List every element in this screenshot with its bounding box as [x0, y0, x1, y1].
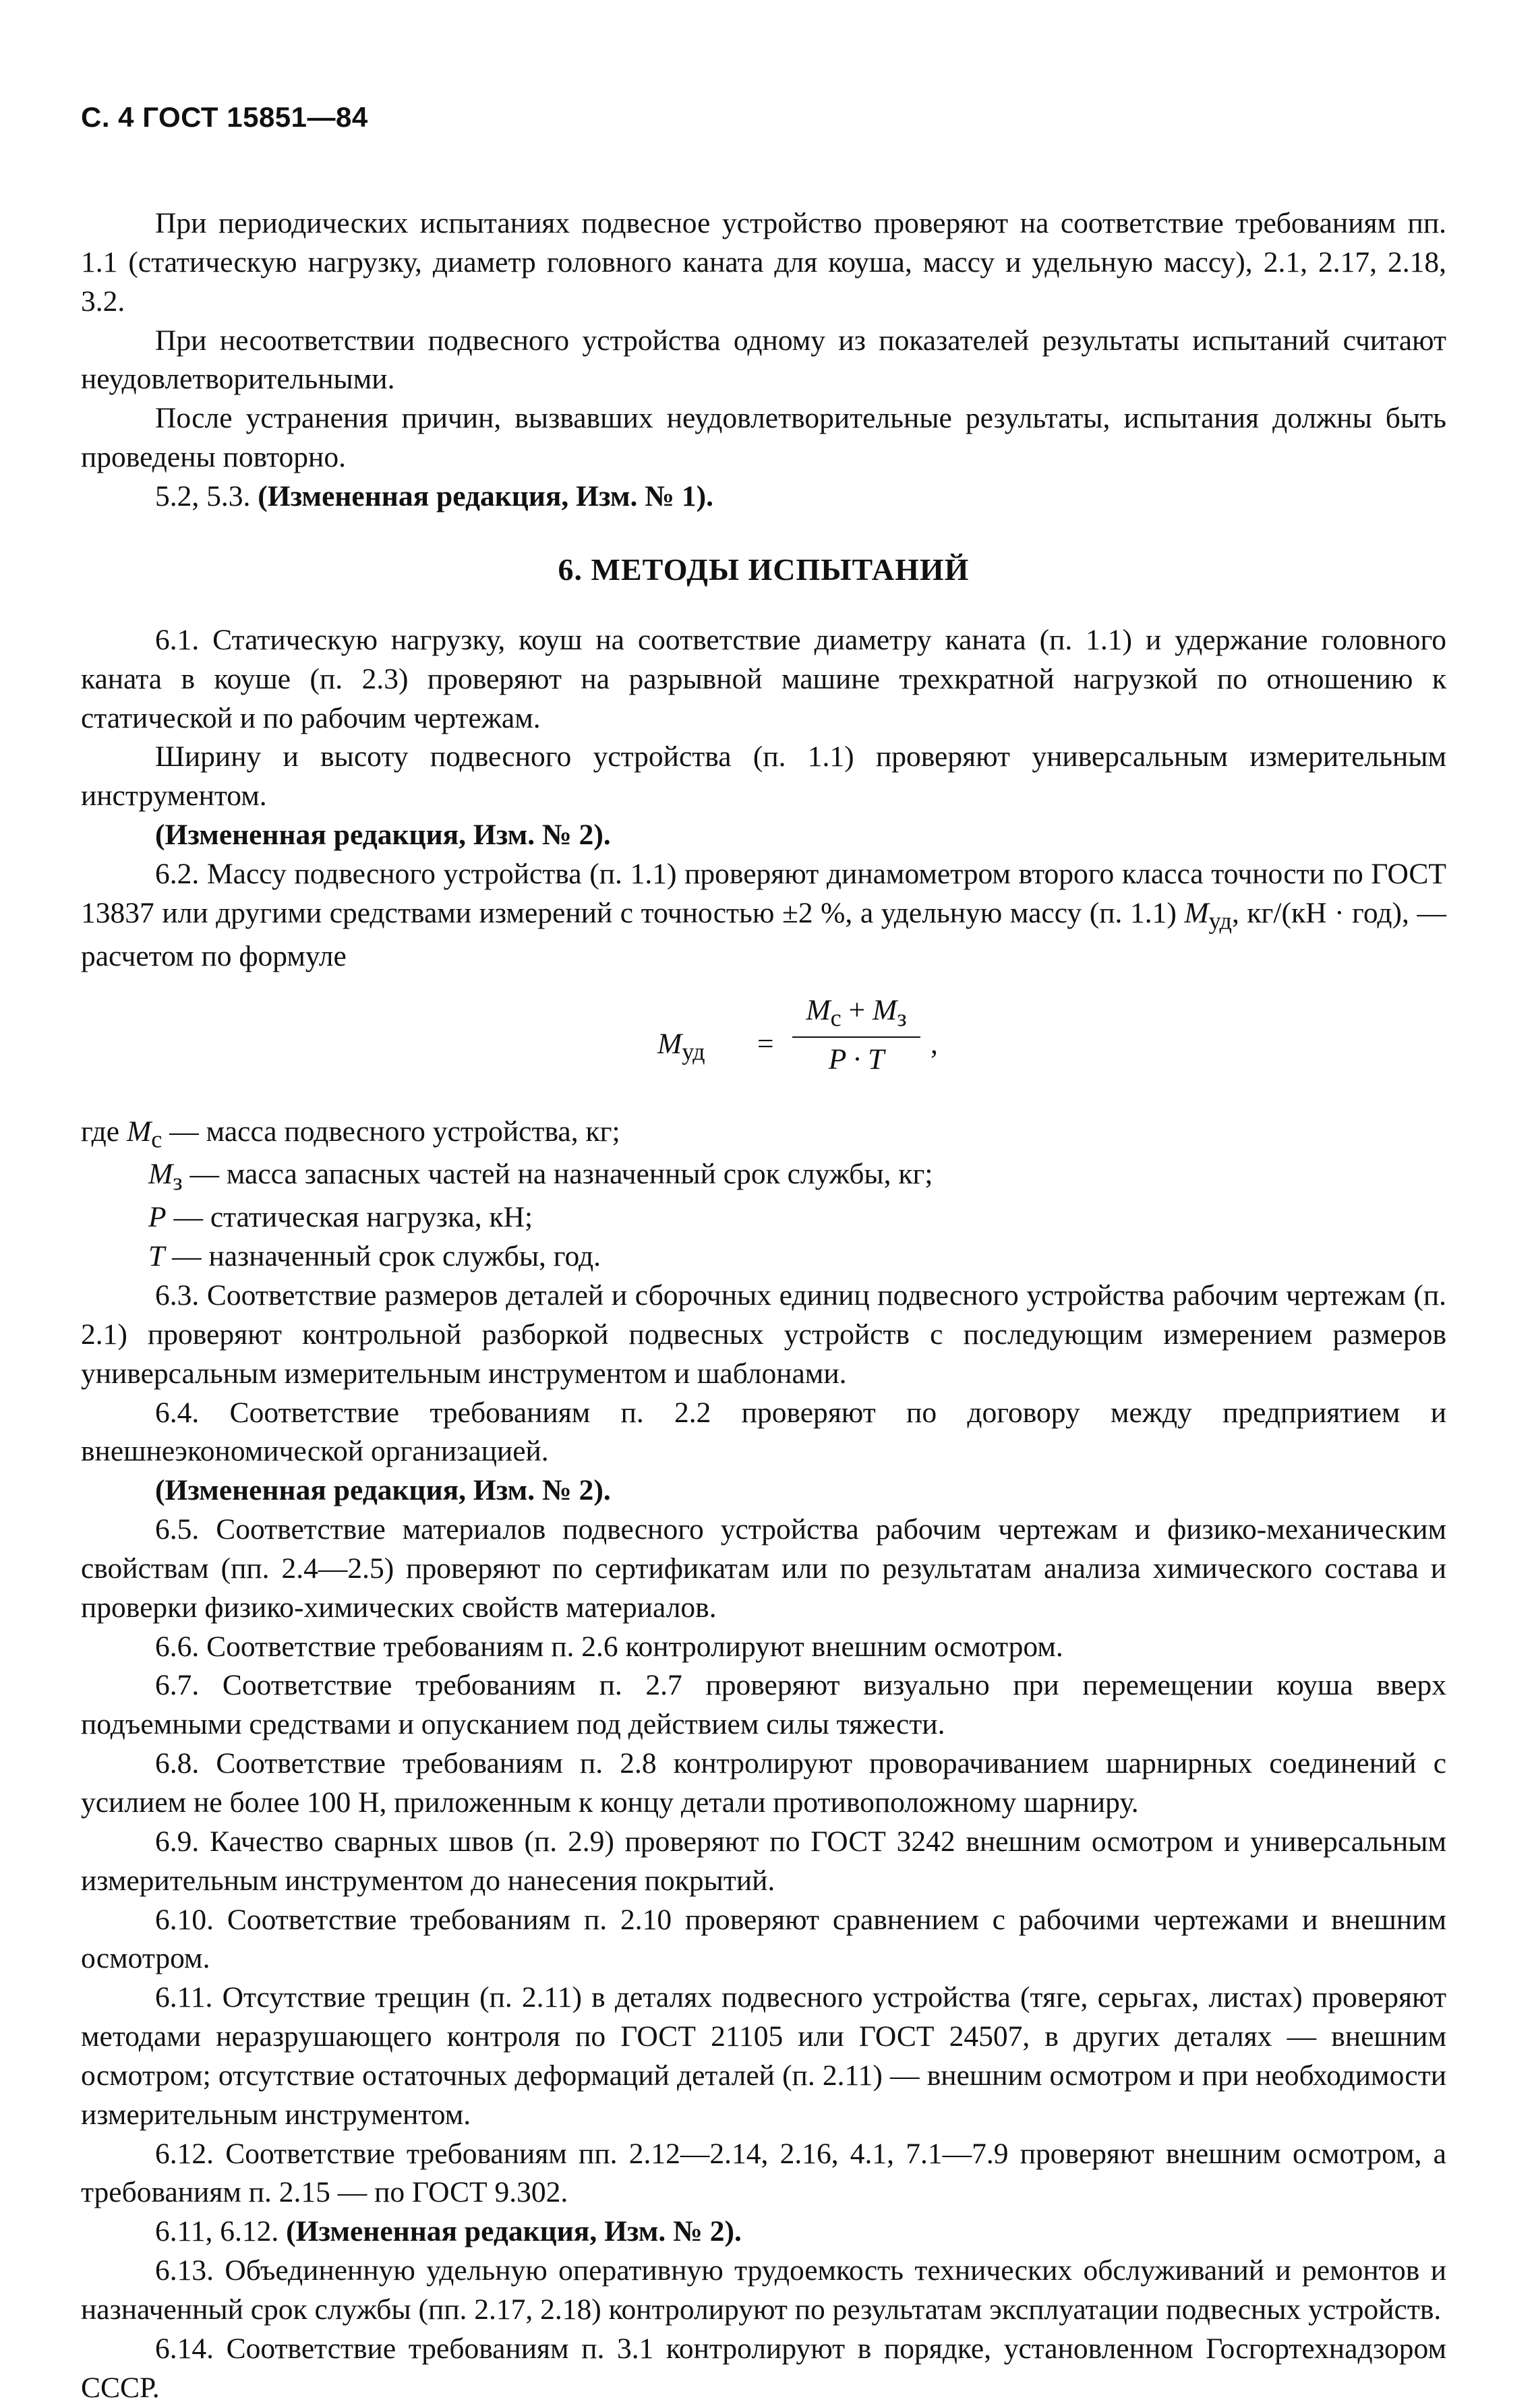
- amendment-text: (Измененная редакция, Изм. № 1).: [258, 479, 713, 512]
- denominator: P · T: [828, 1043, 885, 1076]
- paragraph: Ширину и высоту подвесного устройства (п. 1.1) проверяют универсальным измерительным инструментом.: [81, 740, 1446, 813]
- amendment-note: [81, 2212, 1446, 2252]
- paragraph: 6.14. Соответствие требованиям п. 3.1 контролируют в порядке, установленном Госгортехнадзором СССР.: [81, 2332, 1446, 2404]
- document-body: [81, 204, 1446, 2408]
- numerator: [792, 991, 920, 1038]
- formula-comma: ,: [931, 1027, 938, 1060]
- paragraph: 6.3. Соответствие размеров деталей и сборочных единиц подвесного устройства рабочим чертежам (п. 2.1) проверяют контрольной разборкой подвесных устройств с последующим измерением размеров универсальным измерительным инструментом и шаблонами.: [81, 1279, 1446, 1390]
- paragraph: При несоответствии подвесного устройства одному из показателей результаты испытаний считают неудовлетворительными.: [81, 324, 1446, 396]
- subscript: уд: [682, 1038, 705, 1065]
- variable-definitions: [81, 1113, 1446, 1276]
- paragraph: При периодических испытаниях подвесное устройство проверяют на соответствие требованиям пп. 1.1 (статическую нагрузку, диаметр головного каната для коуша, массу и удельную массу), 2.1, 2.17, 2.18, 3.2.: [81, 207, 1446, 318]
- paragraph: 6.12. Соответствие требованиям пп. 2.12—2.14, 2.16, 4.1, 7.1—7.9 проверяют внешним осмотром, а требованиям п. 2.15 — по ГОСТ 9.302.: [81, 2137, 1446, 2209]
- subscript: с: [151, 1125, 163, 1153]
- definition-line: [81, 1237, 1446, 1276]
- amendment-clauses: 6.11, 6.12.: [155, 2215, 279, 2248]
- definition-text: — назначенный срок службы, год.: [165, 1240, 601, 1273]
- paragraph: 6.7. Соответствие требованиям п. 2.7 проверяют визуально при перемещении коуша вверх подъемными средствами и опусканием под действием силы тяжести.: [81, 1669, 1446, 1741]
- paragraph: 6.11. Отсутствие трещин (п. 2.11) в деталях подвесного устройства (тяге, серьгах, листах) проверяют методами неразрушающего контроля по ГОСТ 21105 или ГОСТ 24507, в других деталях — внешним осмотром; отсутствие остаточных деформаций деталей (п. 2.11) — внешним осмотром и при необходимости измерительным инструментом.: [81, 1981, 1446, 2131]
- paragraph-text: 6.2. Массу подвесного устройства (п. 1.1) проверяют динамометром второго класса точности по ГОСТ 13837 или другими средствами измерений с точностью ±2 %, а удельную массу (п. 1.1): [81, 857, 1446, 929]
- paragraph: 6.13. Объединенную удельную оперативную трудоемкость технических обслуживаний и ремонтов и назначенный срок службы (пп. 2.17, 2.18) контролируют по результатам эксплуатации подвесных устройств.: [81, 2254, 1446, 2326]
- plus-sign: +: [841, 993, 873, 1026]
- amendment-note: (Измененная редакция, Изм. № 2).: [155, 1474, 611, 1507]
- definition-line: [81, 1113, 1446, 1156]
- paragraph: 6.4. Соответствие требованиям п. 2.2 проверяют по договору между предприятием и внешнеэкономической организацией.: [81, 1396, 1446, 1468]
- subscript: с: [830, 1004, 842, 1032]
- variable: P: [148, 1201, 167, 1234]
- formula-lhs: [657, 1025, 705, 1068]
- subscript: уд: [1208, 907, 1232, 935]
- variable: М: [127, 1115, 152, 1148]
- amendment-note: [81, 477, 1446, 517]
- paragraph: 6.8. Соответствие требованиям п. 2.8 контролируют проворачиванием шарнирных соединений с усилием не более 100 Н, приложенным к концу детали противоположному шарниру.: [81, 1747, 1446, 1819]
- variable: T: [148, 1240, 165, 1273]
- definition-text: — масса запасных частей на назначенный срок службы, кг;: [182, 1158, 933, 1191]
- fraction: [792, 991, 920, 1080]
- paragraph: 6.1. Статическую нагрузку, коуш на соответствие диаметру каната (п. 1.1) и удержание головного каната в коуше (п. 2.3) проверяют на разрывной машине трехкратной нагрузкой по отношению к статической и по рабочим чертежам.: [81, 623, 1446, 734]
- amendment-text: (Измененная редакция, Изм. № 2).: [286, 2215, 742, 2248]
- page-header: С. 4 ГОСТ 15851—84: [81, 101, 368, 133]
- paragraph: После устранения причин, вызвавших неудовлетворительные результаты, испытания должны быть проведены повторно.: [81, 402, 1446, 474]
- amendment-clauses: 5.2, 5.3.: [155, 479, 251, 512]
- subscript: з: [897, 1004, 907, 1032]
- definition-text: — масса подвесного устройства, кг;: [162, 1115, 620, 1148]
- paragraph: 6.5. Соответствие материалов подвесного устройства рабочим чертежам и физико-механическим свойствам (пп. 2.4—2.5) проверяют по сертификатам или по результатам анализа химического состава и проверки физико-химических свойств материалов.: [81, 1513, 1446, 1624]
- definition-line: [81, 1155, 1446, 1198]
- definition-line: [81, 1198, 1446, 1237]
- paragraph: 6.9. Качество сварных швов (п. 2.9) проверяют по ГОСТ 3242 внешним осмотром и универсальным измерительным инструментом до нанесения покрытий.: [81, 1825, 1446, 1897]
- subscript: з: [173, 1169, 183, 1196]
- formula: [657, 991, 1446, 1092]
- paragraph: 6.6. Соответствие требованиям п. 2.6 контролируют внешним осмотром.: [155, 1630, 1063, 1663]
- variable: М: [806, 993, 831, 1026]
- variable: М: [148, 1158, 173, 1191]
- equals-sign: =: [757, 1027, 774, 1060]
- amendment-note: (Измененная редакция, Изм. № 2).: [155, 819, 611, 852]
- paragraph: [81, 855, 1446, 976]
- paragraph-text: , кг/(кН · год), — расчетом по формуле: [81, 896, 1446, 972]
- variable: М: [1184, 896, 1209, 929]
- section-title: 6. МЕТОДЫ ИСПЫТАНИЙ: [558, 552, 970, 587]
- definition-text: — статическая нагрузка, кН;: [166, 1201, 533, 1234]
- where-word: где: [81, 1115, 127, 1148]
- variable: М: [657, 1027, 682, 1060]
- paragraph: 6.10. Соответствие требованиям п. 2.10 проверяют сравнением с рабочими чертежами и внешним осмотром.: [81, 1903, 1446, 1975]
- variable: М: [873, 993, 897, 1026]
